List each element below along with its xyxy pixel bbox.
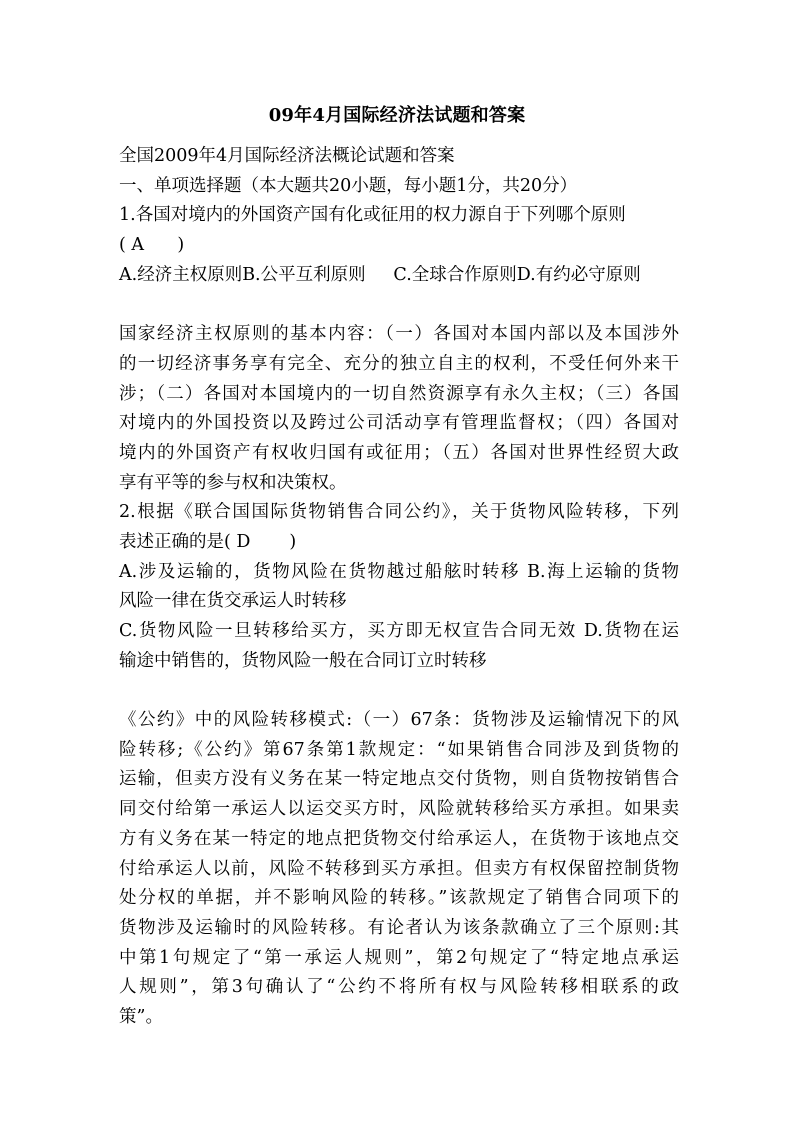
explanation-2-line: 险转移;《公约》第67条第1款规定：“如果销售合同涉及到货物的: [119, 739, 679, 760]
explanation-1-line: 对境内的外国投资以及跨过公司活动享有管理监督权；（四）各国对: [119, 413, 679, 434]
explanation-1-line: 的一切经济事务享有完全、充分的独立自主的权利，不受任何外来干: [119, 353, 679, 374]
explanation-1-line: 涉；（二）各国对本国境内的一切自然资源享有永久主权；（三）各国: [119, 383, 679, 404]
explanation-2-line: 方有义务在某一特定的地点把货物交付给承运人，在货物于该地点交: [119, 828, 679, 849]
question-2-option-line: 风险一律在货交承运人时转移: [119, 591, 347, 612]
document-title: 09年4月国际经济法试题和答案: [268, 105, 526, 126]
explanation-2-line: 策”。: [119, 1006, 163, 1027]
question-1-options: A.经济主权原则B.公平互利原则 C.全球合作原则D.有约必守原则: [119, 264, 641, 285]
explanation-2-line: 《公约》中的风险转移模式:（一）67条：货物涉及运输情况下的风: [119, 710, 679, 731]
explanation-2-line: 中第1句规定了“第一承运人规则”，第2句规定了“特定地点承运: [119, 947, 679, 968]
blank-line: [119, 290, 679, 320]
explanation-2-line: 付给承运人以前，风险不转移到买方承担。但卖方有权保留控制货物: [119, 858, 679, 879]
explanation-2-line: 处分权的单据，并不影响风险的转移。”该款规定了销售合同项下的: [119, 888, 679, 909]
blank-line: [119, 676, 679, 706]
question-2-text: 2.根据《联合国国际货物销售合同公约》，关于货物风险转移，下列: [119, 502, 679, 523]
question-2-option-line: A.涉及运输的，货物风险在货物越过船舷时转移 B.海上运输的货物: [119, 561, 679, 582]
question-2-answer: 表述正确的是( D ): [119, 531, 297, 552]
question-1-answer: ( A ): [119, 235, 185, 256]
section-heading: 一、单项选择题（本大题共20小题，每小题1分，共20分）: [119, 175, 578, 196]
subtitle-line: 全国2009年4月国际经济法概论试题和答案: [119, 146, 455, 166]
explanation-2-line: 运输，但卖方没有义务在某一特定地点交付货物，则自货物按销售合: [119, 769, 679, 790]
explanation-1-line: 国家经济主权原则的基本内容：（一）各国对本国内部以及本国涉外: [119, 324, 679, 345]
question-1-text: 1.各国对境内的外国资产国有化或征用的权力源自于下列哪个原则: [119, 205, 626, 226]
explanation-2-line: 货物涉及运输时的风险转移。有论者认为该条款确立了三个原则:其: [119, 917, 679, 938]
explanation-1-line: 境内的外国资产有权收归国有或征用；（五）各国对世界性经贸大政: [119, 442, 679, 463]
explanation-1-line: 享有平等的参与权和决策权。: [119, 472, 347, 493]
question-2-option-line: 输途中销售的，货物风险一般在合同订立时转移: [119, 650, 487, 671]
explanation-2-line: 人规则”，第3句确认了“公约不将所有权与风险转移相联系的政: [119, 977, 679, 998]
question-2-option-line: C.货物风险一旦转移给买方，买方即无权宣告合同无效 D.货物在运: [119, 621, 679, 641]
explanation-2-line: 同交付给第一承运人以运交买方时，风险就转移给买方承担。如果卖: [119, 799, 679, 820]
document-body: [119, 142, 679, 1033]
